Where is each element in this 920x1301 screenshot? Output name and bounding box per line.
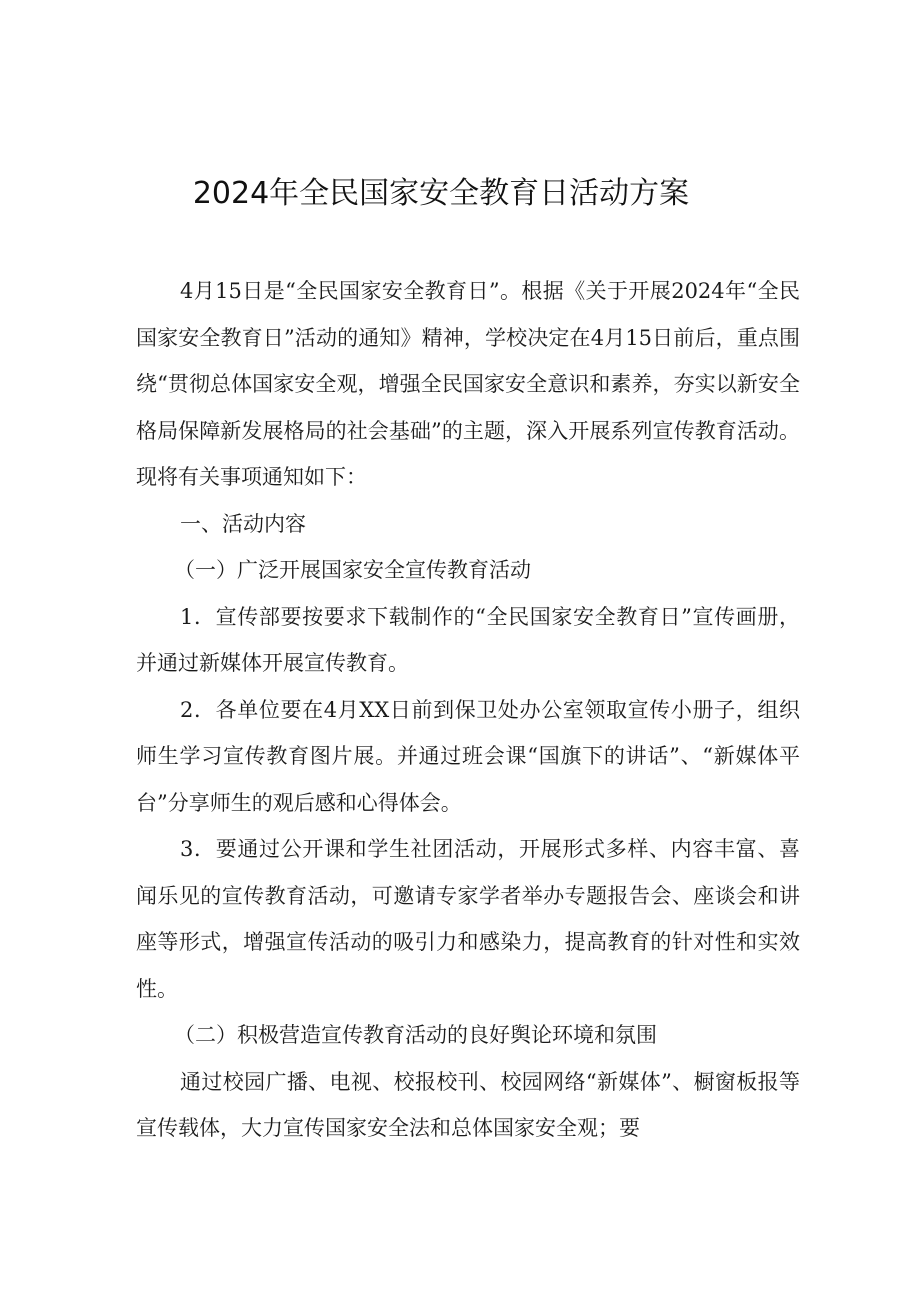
intro-paragraph: 4月15日是“全民国家安全教育日”。根据《关于开展2024年“全民国家安全教育日”活动的通知》精神，学校决定在4月15日前后，重点围绕“贯彻总体国家安全观，增强全民国家安全意识和素养，夯实以新安全格局保障新发展格局的社会基础”的主题，深入开展系列宣传教育活动。现将有关事项通知如下： xyxy=(136,279,800,489)
list-item-1: 1．宣传部要按要求下载制作的“全民国家安全教育日”宣传画册，并通过新媒体开展宣传教育。 xyxy=(136,604,800,675)
document-body xyxy=(136,268,800,1152)
list-item-2: 2．各单位要在4月XX日前到保卫处办公室领取宣传小册子，组织师生学习宣传教育图片展。并通过班会课“国旗下的讲话”、“新媒体平台”分享师生的观后感和心得体会。 xyxy=(136,697,800,815)
section-heading-activity-content: 一、活动内容 xyxy=(180,511,306,536)
body-paragraph-final: 通过校园广播、电视、校报校刊、校园网络“新媒体”、橱窗板报等宣传载体，大力宣传国家安全法和总体国家安全观；要 xyxy=(136,1069,800,1140)
document-title: 2024年全民国家安全教育日活动方案 xyxy=(192,176,690,211)
subsection-heading-1: （一）广泛开展国家安全宣传教育活动 xyxy=(174,558,531,582)
list-item-3: 3．要通过公开课和学生社团活动，开展形式多样、内容丰富、喜闻乐见的宣传教育活动，可邀请专家学者举办专题报告会、座谈会和讲座等形式，增强宣传活动的吸引力和感染力，提高教育的针对性和实效性。 xyxy=(136,837,800,1001)
subsection-heading-2: （二）积极营造宣传教育活动的良好舆论环境和氛围 xyxy=(174,1023,657,1047)
